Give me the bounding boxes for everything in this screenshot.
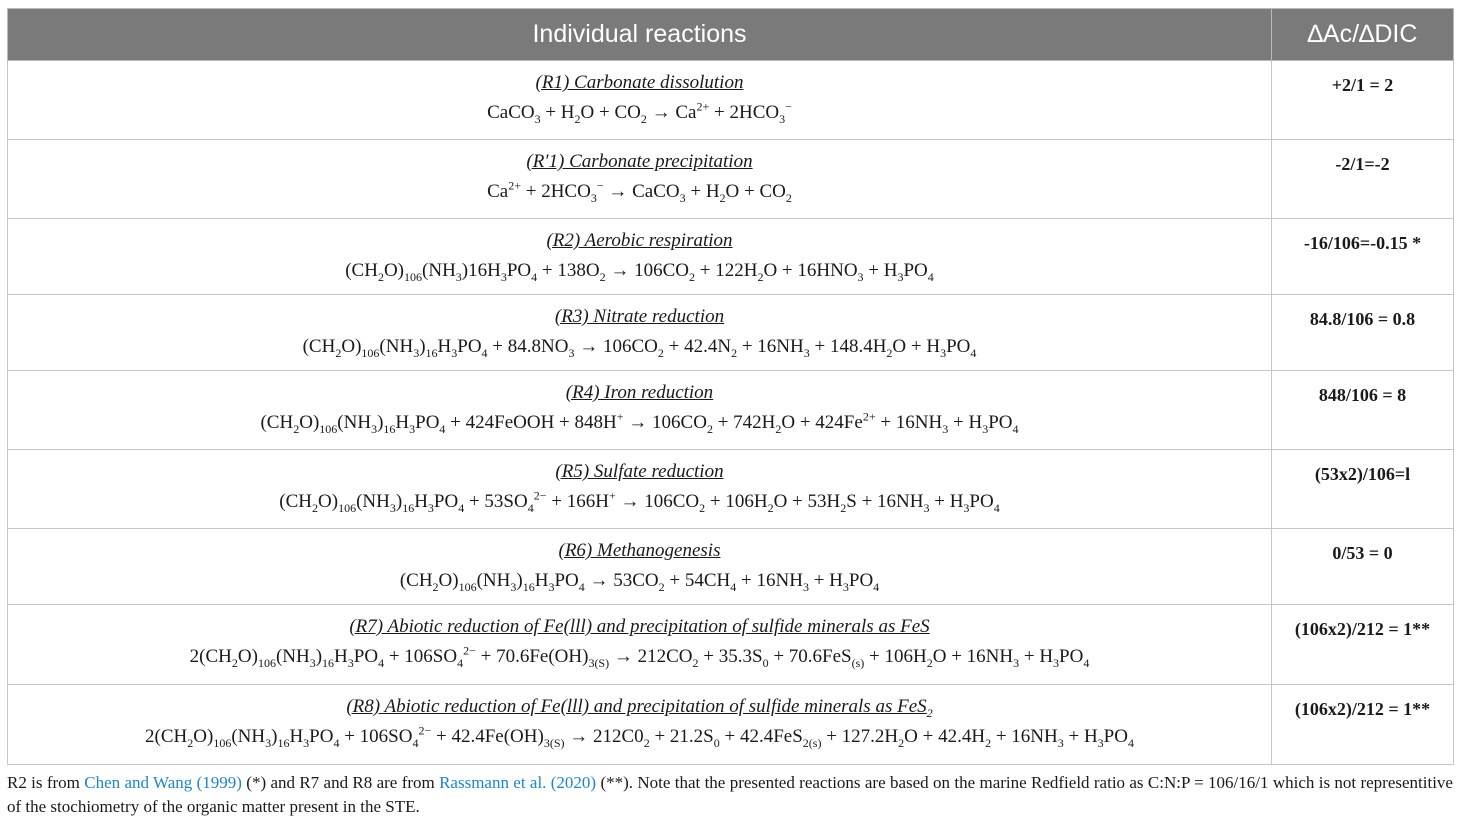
subscript: 3: [679, 190, 686, 205]
subscript: 4: [927, 269, 934, 284]
subscript: 16: [277, 735, 290, 750]
table-row: [8, 605, 1454, 685]
superscript: 2+: [696, 99, 710, 114]
subscript: 3(S): [543, 735, 565, 750]
subscript: 16: [522, 579, 535, 594]
subscript: 2: [599, 269, 606, 284]
subscript: 2: [377, 269, 384, 284]
subscript: 16: [322, 655, 335, 670]
reaction-cell: [8, 450, 1272, 529]
subscript: 3: [451, 345, 458, 360]
ratio-cell: [1272, 140, 1454, 219]
subscript: 4: [333, 735, 340, 750]
subscript: 2: [432, 579, 439, 594]
subscript: 2: [312, 500, 319, 515]
subscript: 2: [926, 705, 933, 720]
superscript: −: [596, 178, 604, 193]
subscript: 2: [757, 269, 764, 284]
superscript: 2−: [418, 723, 432, 738]
reaction-name: (R7) Abiotic reduction of Fe(lll) and precipitation of sulfide minerals as FeS: [349, 616, 930, 637]
ratio-value: -2/1=-2: [1335, 154, 1390, 174]
subscript: 2: [731, 345, 738, 360]
subscript: 3: [500, 269, 507, 284]
subscript: 3: [1013, 655, 1020, 670]
subscript: 4: [531, 269, 538, 284]
superscript: −: [785, 99, 792, 114]
subscript: 2: [293, 421, 300, 436]
subscript: 2(s): [802, 735, 822, 750]
subscript: 3: [923, 500, 930, 515]
reaction-name: (R8) Abiotic reduction of Fe(lll) and precipitation of sulfide minerals as FeS$_2$: [346, 696, 933, 720]
superscript: 2+: [862, 409, 876, 424]
subscript: 3: [803, 345, 810, 360]
subscript: 106: [319, 421, 338, 436]
subscript: 2: [767, 500, 774, 515]
subscript: 3: [568, 345, 575, 360]
subscript: 3: [897, 269, 904, 284]
ratio-value: -16/106=-0.15 *: [1303, 233, 1422, 253]
table-row: [8, 295, 1454, 371]
table-footnote: R2 is from Chen and Wang (1999) (*) and R7 and R8 are from Rassmann et al. (2020) (**). Note that the presented reactions are based on the marine Redfield ratio as C:N:P = 106/16/1 which is not representitive of the stochiometry of the organic matter present in the STE.: [7, 773, 1453, 816]
ratio-cell: [1272, 605, 1454, 685]
reaction-equation: $(CH_2O)_{106}(NH_3)_{16}H_3PO_4$ + 424FeOOH + $848H^+ \to 106CO_2 + 742H_2O + 424Fe^{2+} + 16NH_3 + H_3PO_4$: [260, 409, 1019, 436]
reaction-equation: $2(CH_2O)_{106}(NH_3)_{16}H_3PO_4 + 106SO_4^{2-} + 70.6Fe(OH)_{3(S)} \to 212CO_2 + 35.3S_0 + 70.6FeS_{(s)} + 106H_2O + 16NH_3 + H_3PO_4$: [189, 643, 1090, 670]
subscript: (s): [851, 655, 865, 670]
ratio-value: (106x2)/212 = 1**: [1294, 619, 1431, 639]
reaction-cell: [8, 371, 1272, 450]
subscript: 2: [699, 500, 706, 515]
subscript: 3: [963, 500, 970, 515]
subscript: 106: [458, 579, 477, 594]
ratio-cell: [1272, 371, 1454, 450]
subscript: 16: [425, 345, 438, 360]
citation-link[interactable]: Chen and Wang (1999): [84, 773, 242, 792]
subscript: 106: [361, 345, 380, 360]
subscript: 2: [775, 421, 782, 436]
subscript: 3: [371, 421, 378, 436]
ratio-value: 0/53 = 0: [1332, 543, 1393, 563]
subscript: 2: [187, 735, 194, 750]
reaction-cell: [8, 529, 1272, 605]
reactions-table: [7, 8, 1454, 765]
subscript: 16: [402, 500, 415, 515]
subscript: 2: [643, 735, 650, 750]
subscript: 4: [458, 500, 465, 515]
reaction-name: (R3) Nitrate reduction: [554, 306, 725, 327]
subscript: 2: [926, 655, 933, 670]
subscript: 3: [942, 421, 949, 436]
table-row: [8, 61, 1454, 140]
ratio-cell: [1272, 685, 1454, 765]
subscript: 3(S): [588, 655, 610, 670]
reaction-cell: [8, 295, 1272, 371]
subscript: 2: [706, 421, 713, 436]
subscript: 4: [1083, 655, 1090, 670]
reaction-cell: [8, 61, 1272, 140]
reaction-name: (R4) Iron reduction: [565, 382, 714, 403]
table-row: [8, 450, 1454, 529]
subscript: 3: [1057, 735, 1064, 750]
reaction-name: (R2) Aerobic respiration: [546, 230, 733, 251]
subscript: 3: [413, 345, 420, 360]
ratio-value: 84.8/106 = 0.8: [1309, 309, 1416, 329]
reaction-equation: CaCO$_3$ + $H_2O + CO_2 \to Ca^{2+} + 2HCO_3^-$: [487, 99, 792, 126]
reaction-equation: $(CH_2O)_{106}(NH_3)_{16}H_3PO_4 \to 53CO_2 + 54CH_4 + 16NH_3 + H_3PO_4$: [399, 570, 880, 594]
subscript: 2: [692, 655, 699, 670]
subscript: 4: [730, 579, 737, 594]
subscript: 2: [785, 190, 792, 205]
subscript: 3: [982, 421, 989, 436]
subscript: 2: [886, 345, 893, 360]
subscript: 2: [985, 735, 992, 750]
header-individual-reactions: Individual reactions: [8, 9, 1272, 61]
table-row: [8, 529, 1454, 605]
subscript: 3: [389, 500, 396, 515]
superscript: 2+: [508, 178, 521, 193]
ratio-cell: [1272, 295, 1454, 371]
table-row: [8, 685, 1454, 765]
subscript: 4: [993, 500, 1000, 515]
superscript: 2−: [463, 643, 476, 658]
ratio-value: (106x2)/212 = 1**: [1294, 699, 1431, 719]
ratio-cell: [1272, 529, 1454, 605]
subscript: 4: [439, 421, 446, 436]
ratio-value: (53x2)/106=l: [1314, 464, 1411, 484]
reaction-name: (R6) Methanogenesis: [558, 540, 721, 561]
superscript: +: [608, 488, 616, 503]
subscript: 4: [457, 655, 464, 670]
table-row: [8, 371, 1454, 450]
subscript: 3: [534, 111, 541, 126]
reaction-name: (R1) Carbonate dissolution: [535, 72, 744, 93]
subscript: 3: [590, 190, 597, 205]
subscript: 3: [309, 655, 316, 670]
subscript: 3: [347, 655, 354, 670]
subscript: 106: [213, 735, 232, 750]
reaction-equation: $2(CH_2O)_{106}(NH_3)_{16}H_3PO_4 + 106SO_4^{2-} + 42.4Fe(OH)_{3(S)} \to 212C0_2 + 21.2S_0 + 42.4FeS_{2(s)} + 127.2H_2O + 42.4H_2 + 16NH_3 + H_3PO_4$: [145, 723, 1134, 750]
subscript: 4: [873, 579, 880, 594]
subscript: 2: [840, 500, 847, 515]
subscript: 2: [658, 579, 665, 594]
subscript: 2: [689, 269, 695, 284]
reaction-equation: $Ca^{2+} + 2HCO_3^-$ → CaCO$_3$ + $H_2O + CO_2$: [487, 178, 792, 205]
subscript: 4: [970, 345, 977, 360]
subscript: 4: [412, 735, 419, 750]
subscript: 4: [1012, 421, 1019, 436]
subscript: 16: [383, 421, 396, 436]
reaction-cell: [8, 140, 1272, 219]
citation-link[interactable]: Rassmann et al. (2020): [439, 773, 597, 792]
table-row: [8, 140, 1454, 219]
subscript: 0: [713, 735, 720, 750]
reaction-cell: [8, 685, 1272, 765]
subscript: 2: [335, 345, 342, 360]
reaction-equation: $(CH_2O)_{106}(NH_3)16H_3PO_4 + 138O_2 \to 106CO_2 + 122H_2O + 16HNO_3 + H_3PO_4$: [345, 260, 934, 284]
table-header-row: [8, 9, 1454, 61]
subscript: 4: [378, 655, 385, 670]
subscript: 2: [898, 735, 905, 750]
subscript: 3: [940, 345, 947, 360]
subscript: 3: [455, 269, 462, 284]
reaction-equation: $(CH_2O)_{106}(NH_3)_{16}H_3PO_4 + 84.8NO_3 \to 106CO_2 + 42.4N_2 + 16NH_3 + 148.4H_2O + H_3PO_4$: [302, 336, 977, 360]
superscript: 2−: [533, 488, 547, 503]
subscript: 2: [657, 345, 664, 360]
subscript: 106: [338, 500, 357, 515]
subscript: 3: [548, 579, 555, 594]
subscript: 3: [779, 111, 786, 126]
subscript: 4: [527, 500, 534, 515]
subscript: 106: [257, 655, 276, 670]
subscript: 4: [481, 345, 488, 360]
subscript: 3: [842, 579, 849, 594]
table-row: [8, 219, 1454, 295]
subscript: 2: [640, 111, 647, 126]
ratio-cell: [1272, 450, 1454, 529]
reaction-cell: [8, 219, 1272, 295]
subscript: 3: [303, 735, 310, 750]
subscript: 2: [719, 190, 726, 205]
ratio-cell: [1272, 61, 1454, 140]
header-ac-dic: ∆Ac/∆DIC: [1272, 9, 1454, 61]
reaction-name: (R′1) Carbonate precipitation: [526, 151, 753, 172]
subscript: 3: [1053, 655, 1060, 670]
ratio-value: +2/1 = 2: [1331, 75, 1394, 95]
subscript: 3: [1097, 735, 1104, 750]
ratio-cell: [1272, 219, 1454, 295]
subscript: 3: [265, 735, 272, 750]
reaction-name: (R5) Sulfate reduction: [555, 461, 724, 482]
subscript: 3: [409, 421, 416, 436]
reaction-cell: [8, 605, 1272, 685]
subscript: 4: [1127, 735, 1134, 750]
subscript: 2: [574, 111, 581, 126]
subscript: 3: [510, 579, 517, 594]
subscript: 3: [427, 500, 434, 515]
subscript: 3: [857, 269, 864, 284]
subscript: 106: [404, 269, 423, 284]
ratio-value: 848/106 = 8: [1318, 385, 1407, 405]
subscript: 3: [802, 579, 809, 594]
subscript: 4: [578, 579, 585, 594]
reaction-equation: $(CH_2O)_{106}(NH_3)_{16}H_3PO_4 + 53SO_4^{2-} + 166H^+ \to 106CO_2 + 106H_2O + 53H_2S + 16NH_3 + H_3PO_4$: [279, 488, 1000, 515]
subscript: 2: [231, 655, 238, 670]
subscript: 0: [762, 655, 769, 670]
superscript: +: [616, 409, 624, 424]
